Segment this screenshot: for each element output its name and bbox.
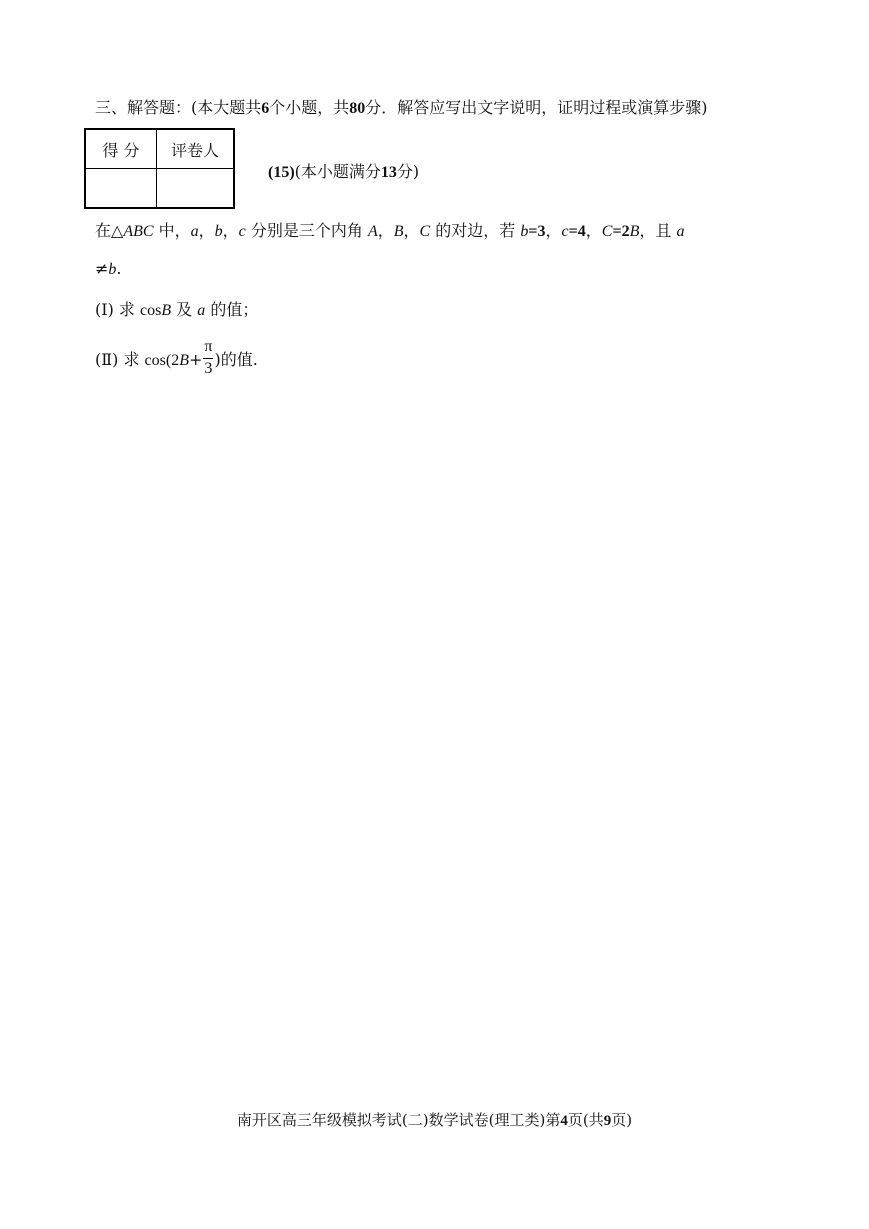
var-b: b <box>214 223 223 240</box>
cos-function: cos <box>144 351 166 369</box>
stem-text: 在△ <box>95 221 124 240</box>
problem-stem-line-2 <box>95 259 122 279</box>
score-header: 得 分 <box>85 129 157 169</box>
footer-text: 南开区高三年级模拟考试(二)数学试卷(理工类)第 <box>236 1111 561 1129</box>
grader-header: 评卷人 <box>157 129 235 169</box>
cond-angle-c: C <box>601 223 613 240</box>
var-a: a <box>197 302 206 319</box>
cond-equals-2: =2 <box>612 223 630 240</box>
stem-text: 分别是三个内角 <box>245 221 368 240</box>
var-angle-c: C <box>419 223 431 240</box>
triangle-name: ABC <box>123 223 154 240</box>
problem-points: 13 <box>380 164 397 181</box>
total-points: 80 <box>349 100 366 117</box>
question-part-2 <box>95 338 258 380</box>
var-a: a <box>190 223 199 240</box>
var-angle-b: B <box>161 302 172 319</box>
var-b: b <box>108 261 117 278</box>
stem-text: 的对边，若 <box>430 221 521 240</box>
separator: ， <box>198 221 215 240</box>
problem-heading <box>268 159 419 182</box>
part-text: )的值. <box>214 349 258 369</box>
footer-text: 页) <box>611 1111 633 1129</box>
cond-angle-b: B <box>629 223 640 240</box>
cond-var-b: b <box>520 223 529 240</box>
separator: ， <box>377 221 394 240</box>
page-footer <box>0 1109 869 1130</box>
problem-stem-line-1 <box>95 218 684 241</box>
separator: ， <box>585 221 602 240</box>
footer-text: 页(共 <box>567 1111 604 1129</box>
separator: ， <box>545 221 562 240</box>
cond-value-b: =3 <box>528 223 546 240</box>
separator: ， <box>222 221 239 240</box>
section-header-prefix: 三、解答题：(本大题共 <box>95 98 262 117</box>
cos-function: cos <box>139 302 162 319</box>
problem-number: (15) <box>268 164 295 181</box>
score-cell <box>85 169 157 209</box>
fraction-numerator: π <box>203 339 213 359</box>
page-number: 4 <box>560 1113 568 1129</box>
part-label: (Ⅱ) 求 <box>95 349 145 369</box>
separator: ， <box>403 221 420 240</box>
var-angle-a: A <box>367 223 378 240</box>
section-header-suffix: 分．解答应写出文字说明，证明过程或演算步骤) <box>365 98 708 117</box>
part-text: 及 <box>171 300 198 319</box>
total-pages: 9 <box>603 1113 612 1129</box>
section-header <box>95 95 708 118</box>
problem-note-prefix: (本小题满分 <box>294 162 381 181</box>
cond-var-c: c <box>561 223 569 240</box>
stem-text: 中， <box>153 221 191 240</box>
var-angle-b: B <box>179 351 189 369</box>
grader-cell <box>157 169 235 209</box>
open-paren-2: (2 <box>165 351 180 369</box>
period: . <box>116 259 122 278</box>
var-angle-b: B <box>393 223 404 240</box>
pi-over-3-fraction <box>203 339 213 378</box>
problem-note-suffix: 分) <box>396 162 420 181</box>
question-part-1 <box>95 297 258 320</box>
var-a: a <box>676 223 685 240</box>
score-table <box>84 128 235 209</box>
section-header-mid: 个小题，共 <box>269 98 350 117</box>
stem-text: ，且 <box>639 221 677 240</box>
fraction-denominator: 3 <box>204 359 213 377</box>
question-count: 6 <box>261 100 270 117</box>
not-equal-sign: ≠ <box>95 259 109 278</box>
cond-value-c: =4 <box>568 223 586 240</box>
var-c: c <box>238 223 246 240</box>
part-text: 的值； <box>205 300 259 319</box>
plus-sign: + <box>188 349 203 369</box>
part-label: (Ⅰ) 求 <box>95 300 140 319</box>
